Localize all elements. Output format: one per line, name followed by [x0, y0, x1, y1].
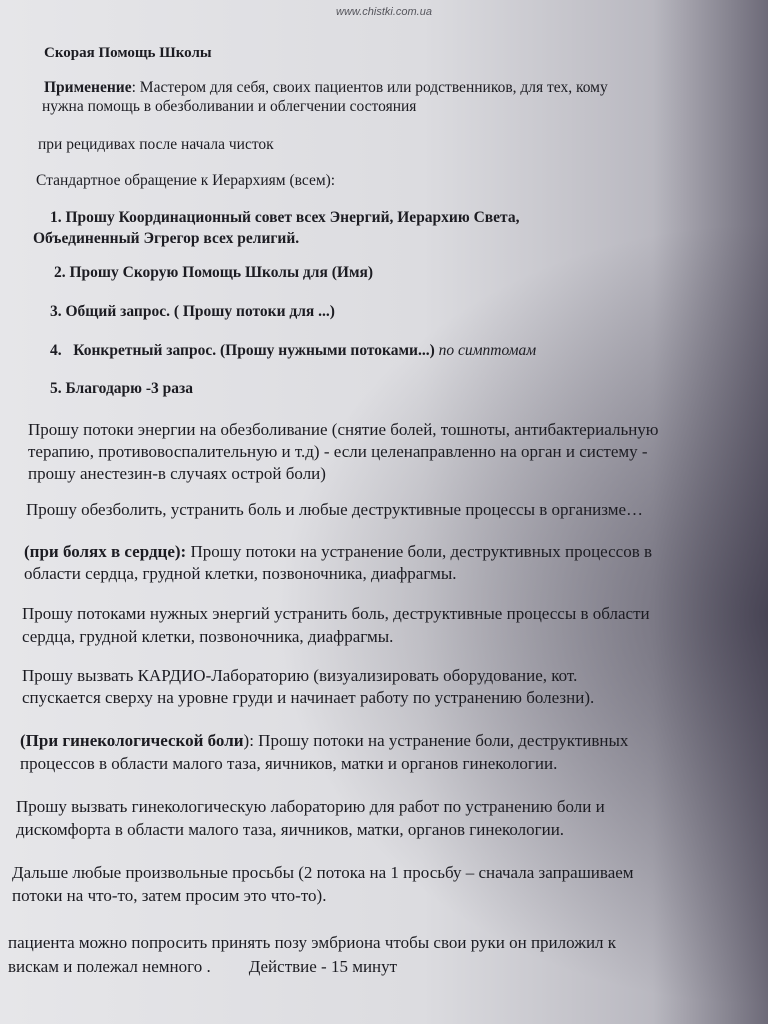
p3-bold: (при болях в сердце):: [24, 542, 187, 561]
p6-line-1: [20, 730, 628, 752]
step-1-line-1: 1. Прошу Координационный совет всех Энергий, Иерархию Света,: [50, 209, 520, 226]
application-label: Применение: [44, 79, 132, 96]
step-4: [50, 341, 536, 361]
p9-line-1: пациента можно попросить принять позу эмбриона чтобы свои руки он приложил к: [8, 933, 617, 952]
p9-line-2: [8, 956, 397, 978]
p3-line-2: области сердца, грудной клетки, позвоночника, диафрагмы.: [24, 564, 457, 583]
application-text-1: : Мастером для себя, своих пациентов или родственников, для тех, кому: [131, 79, 608, 96]
application-line-1: [44, 78, 608, 98]
p6-text-1: ): Прошу потоки на устранение боли, деструктивных: [243, 731, 629, 750]
step-2: 2. Прошу Скорую Помощь Школы для (Имя): [54, 264, 374, 281]
standard-appeal-heading: Стандартное обращение к Иерархиям (всем):: [36, 172, 336, 189]
p4-line-1: Прошу потоками нужных энергий устранить боль, деструктивные процессы в области: [22, 604, 650, 623]
p1-line-3: прошу анестезин-в случаях острой боли): [28, 464, 326, 483]
p5-line-2: спускается сверху на уровне груди и начинает работу по устранению болезни).: [22, 688, 595, 707]
p7-line-2: дискомфорта в области малого таза, яичников, матки, органов гинекологии.: [16, 820, 565, 839]
p1-line-1: Прошу потоки энергии на обезболивание (снятие болей, тошноты, антибактериальную: [28, 420, 659, 439]
action-duration: Действие - 15 минут: [248, 957, 398, 976]
p3-text-1: Прошу потоки на устранение боли, деструктивных процессов в: [186, 542, 653, 561]
p8-line-1: Дальше любые произвольные просьбы (2 потока на 1 просьбу – сначала запрашиваем: [12, 863, 634, 882]
p1-line-2: терапию, противовоспалительную и т.д) - если целенаправленно на орган и систему -: [28, 442, 648, 461]
step-3: 3. Общий запрос. ( Прошу потоки для ...): [50, 303, 335, 320]
p8-line-2: потоки на что-то, затем просим это что-то).: [12, 886, 327, 905]
p6-bold: (При гинекологической боли: [20, 731, 244, 750]
application-line-2: нужна помощь в обезболивании и облегчении состояния: [42, 98, 417, 115]
document-title: Скорая Помощь Школы: [44, 45, 212, 61]
p5-line-1: Прошу вызвать КАРДИО-Лабораторию (визуализировать оборудование, кот.: [22, 666, 578, 685]
p6-line-2: процессов в области малого таза, яичников, матки и органов гинекологии.: [20, 754, 558, 773]
step-1-line-2: Объединенный Эгрегор всех религий.: [33, 230, 300, 247]
p7-line-1: Прошу вызвать гинекологическую лабораторию для работ по устранению боли и: [16, 797, 605, 816]
step-4-italic: по симптомам: [438, 342, 537, 359]
p3-line-1: [24, 541, 652, 563]
p9-text-2: вискам и полежал немного .: [8, 957, 211, 976]
relapse-note: при рецидивах после начала чисток: [38, 136, 274, 153]
p4-line-2: сердца, грудной клетки, позвоночника, диафрагмы.: [22, 627, 394, 646]
step-4-text: Конкретный запрос. (Прошу нужными потоками...): [73, 342, 435, 359]
source-url: www.chistki.com.ua: [336, 6, 432, 18]
step-4-number: 4.: [50, 342, 62, 359]
step-5: 5. Благодарю -3 раза: [50, 380, 194, 397]
p2: Прошу обезболить, устранить боль и любые деструктивные процессы в организме…: [26, 500, 644, 519]
